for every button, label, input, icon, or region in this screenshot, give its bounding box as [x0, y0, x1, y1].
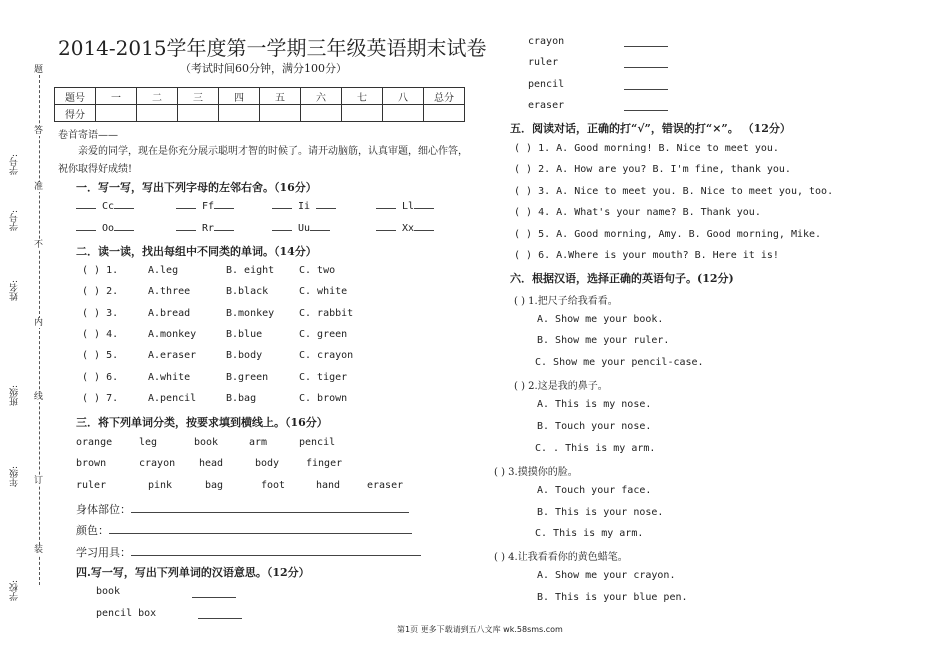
question-number: ( ) 7.: [82, 392, 119, 404]
choice-option[interactable]: A.eraser: [148, 350, 197, 362]
section-6-title: 六．根据汉语，选择正确的英语句子。(12分): [510, 272, 734, 285]
seal-char: 不: [34, 240, 44, 250]
choice-option[interactable]: A.pencil: [148, 392, 197, 404]
section-5-title: 五．阅读对话，正确的打“√”，错误的打“×”。 （12分）: [510, 122, 791, 135]
word-item: eraser: [367, 480, 404, 491]
answer-line[interactable]: [192, 597, 236, 598]
page-footer: 第1页 更多下载请到五八文库 wk.58sms.com: [397, 625, 563, 634]
side-label-student-no-2: 学号:: [10, 210, 20, 232]
answer-line[interactable]: [624, 67, 668, 68]
word-item: body: [255, 458, 280, 469]
word-item: head: [199, 458, 224, 469]
letter-item: Ii: [272, 201, 336, 212]
choice-option[interactable]: A. Touch your face.: [537, 485, 652, 496]
choice-option[interactable]: B.green: [226, 371, 269, 383]
score-input-cell[interactable]: [137, 105, 178, 122]
choice-option[interactable]: A. Show me your crayon.: [537, 570, 676, 581]
question: ( ) 1.把尺子给我看看。: [514, 296, 618, 307]
word-item: orange: [76, 437, 113, 448]
word-item: leg: [139, 437, 158, 448]
choice-option[interactable]: B.monkey: [226, 307, 275, 319]
choice-option[interactable]: B. Show me your ruler.: [537, 335, 670, 346]
score-cell: 五: [260, 88, 301, 105]
question: ( ) 3.摸摸你的脸。: [494, 467, 578, 478]
side-label-school: 学校:: [10, 580, 20, 602]
choice-option[interactable]: A. This is my nose.: [537, 399, 652, 410]
choice-option[interactable]: C. rabbit: [299, 307, 354, 319]
seal-char: 线: [34, 392, 44, 402]
score-cell: 八: [383, 88, 424, 105]
score-input-cell[interactable]: [383, 105, 424, 122]
category-colors: 颜色：: [76, 522, 412, 538]
question-number: ( ) 4.: [82, 328, 119, 340]
letter-item: Cc: [76, 201, 134, 212]
section-3-title: 三．将下列单词分类，按要求填到横线上。（16分）: [76, 416, 328, 429]
page-title: 2014-2015学年度第一学期三年级英语期末试卷: [58, 36, 487, 60]
side-label-grade: 年级:: [10, 466, 20, 488]
score-input-cell[interactable]: [424, 105, 465, 122]
question: ( ) 2.这是我的鼻子。: [514, 381, 608, 392]
category-school-things: 学习用具：: [76, 544, 421, 560]
answer-line[interactable]: [624, 89, 668, 90]
choice-option[interactable]: A.monkey: [148, 328, 197, 340]
word-item: book: [194, 437, 219, 448]
letter-item: Xx: [376, 223, 434, 234]
dialogue-item: ( ) 6. A.Where is your mouth? B. Here it is!: [514, 250, 779, 261]
seal-char: 题: [34, 65, 44, 75]
question: ( ) 4.让我看看你的黄色蜡笔。: [494, 552, 628, 563]
choice-option[interactable]: C. brown: [299, 392, 348, 404]
word-item: crayon: [139, 458, 176, 469]
score-cell: 题号: [55, 88, 96, 105]
dialogue-item: ( ) 5. A. Good morning, Amy. B. Good morning, Mike.: [514, 228, 822, 240]
word-item: brown: [76, 458, 107, 469]
dialogue-item: ( ) 1. A. Good morning! B. Nice to meet you.: [514, 143, 779, 154]
answer-line[interactable]: [624, 110, 668, 111]
choice-option[interactable]: B.body: [226, 350, 263, 362]
letter-item: Ll: [376, 201, 434, 212]
choice-option[interactable]: A. Show me your book.: [537, 314, 664, 325]
choice-option[interactable]: C. crayon: [299, 350, 354, 362]
question-number: ( ) 5.: [82, 350, 119, 362]
side-label-student-no: 学号:: [10, 154, 20, 176]
intro-line: 亲爱的同学，现在是你充分展示聪明才智的时候了。请开动脑筋，认真审题，细心作答，: [78, 146, 468, 157]
word-item: bag: [205, 480, 224, 491]
side-label-class: 班级:: [10, 385, 20, 407]
choice-option[interactable]: A.white: [148, 371, 191, 383]
translate-word: ruler: [528, 57, 559, 68]
seal-char: 内: [34, 318, 44, 328]
score-input-cell[interactable]: [178, 105, 219, 122]
choice-option[interactable]: B.bag: [226, 392, 257, 404]
word-item: pencil: [299, 437, 336, 448]
choice-option[interactable]: C. tiger: [299, 371, 348, 383]
choice-option[interactable]: B. eight: [226, 265, 275, 276]
choice-option[interactable]: C. white: [299, 286, 348, 298]
choice-option[interactable]: B.black: [226, 286, 269, 298]
question-number: ( ) 6.: [82, 371, 119, 383]
choice-option[interactable]: B. Touch your nose.: [537, 421, 652, 432]
score-table: [54, 87, 465, 122]
dialogue-item: ( ) 2. A. How are you? B. I'm fine, thank you.: [514, 164, 791, 176]
translate-word: pencil: [528, 79, 565, 90]
score-cell-label: 得分: [55, 105, 96, 122]
intro-heading: 卷首寄语——: [58, 130, 118, 141]
choice-option[interactable]: B. This is your blue pen.: [537, 592, 688, 603]
translate-word: eraser: [528, 100, 565, 111]
answer-line[interactable]: [624, 46, 668, 47]
question-number: ( ) 2.: [82, 286, 119, 298]
side-label-name: 姓名:: [10, 280, 20, 302]
score-input-cell[interactable]: [301, 105, 342, 122]
score-cell: 六: [301, 88, 342, 105]
dialogue-item: ( ) 4. A. What's your name? B. Thank you.: [514, 207, 761, 219]
letter-item: Oo: [76, 223, 134, 234]
section-4-title: 四.写一写，写出下列单词的汉语意思。（12分）: [76, 566, 310, 579]
score-table-score-row: [55, 105, 465, 122]
question-number: ( ) 1.: [82, 265, 119, 276]
score-cell: 一: [96, 88, 137, 105]
page-subtitle: （考试时间60分钟，满分100分）: [180, 62, 347, 75]
score-input-cell[interactable]: [260, 105, 301, 122]
seal-char: 答: [34, 126, 44, 136]
score-cell: 二: [137, 88, 178, 105]
word-item: ruler: [76, 480, 107, 491]
choice-option[interactable]: B. This is your nose.: [537, 507, 664, 518]
section-2-title: 二．读一读，找出每组中不同类的单词。（14分）: [76, 245, 317, 258]
choice-option[interactable]: C. Show me your pencil-case.: [535, 357, 704, 368]
dialogue-item: ( ) 3. A. Nice to meet you. B. Nice to meet you, too.: [514, 185, 834, 197]
category-body-parts: 身体部位：: [76, 501, 409, 517]
letter-item: Uu: [272, 223, 330, 234]
choice-option[interactable]: A.three: [148, 286, 191, 298]
score-input-cell[interactable]: [96, 105, 137, 122]
seal-char: 装: [34, 545, 44, 555]
seal-char: 准: [34, 182, 44, 192]
score-table-header-row: [55, 88, 465, 105]
choice-option[interactable]: C. . This is my arm.: [535, 443, 656, 454]
section-1-title: 一．写一写，写出下列字母的左邻右舍。（16分）: [76, 181, 317, 194]
word-item: hand: [316, 480, 341, 491]
answer-line[interactable]: [131, 512, 409, 513]
score-cell: 总分: [424, 88, 465, 105]
choice-option[interactable]: B.blue: [226, 328, 263, 340]
choice-option[interactable]: C. two: [299, 265, 336, 276]
word-item: arm: [249, 437, 268, 448]
answer-line[interactable]: [198, 618, 242, 619]
choice-option[interactable]: C. green: [299, 328, 348, 340]
translate-word: crayon: [528, 36, 565, 47]
choice-option[interactable]: A.bread: [148, 307, 191, 319]
seal-char: 订: [34, 476, 44, 486]
intro-line: 祝你取得好成绩!: [58, 164, 133, 175]
letter-item: Rr: [176, 223, 234, 234]
word-item: pink: [148, 480, 173, 491]
translate-word: pencil box: [96, 608, 157, 619]
choice-option[interactable]: C. This is my arm.: [535, 528, 644, 539]
score-input-cell[interactable]: [342, 105, 383, 122]
translate-word: book: [96, 586, 121, 597]
answer-line[interactable]: [131, 555, 421, 556]
letter-item: Ff: [176, 201, 234, 212]
question-number: ( ) 3.: [82, 307, 119, 319]
score-cell: 三: [178, 88, 219, 105]
choice-option[interactable]: A.leg: [148, 265, 179, 276]
word-item: finger: [306, 458, 343, 469]
score-cell: 四: [219, 88, 260, 105]
score-cell: 七: [342, 88, 383, 105]
answer-line[interactable]: [109, 533, 412, 534]
word-item: foot: [261, 480, 286, 491]
score-input-cell[interactable]: [219, 105, 260, 122]
